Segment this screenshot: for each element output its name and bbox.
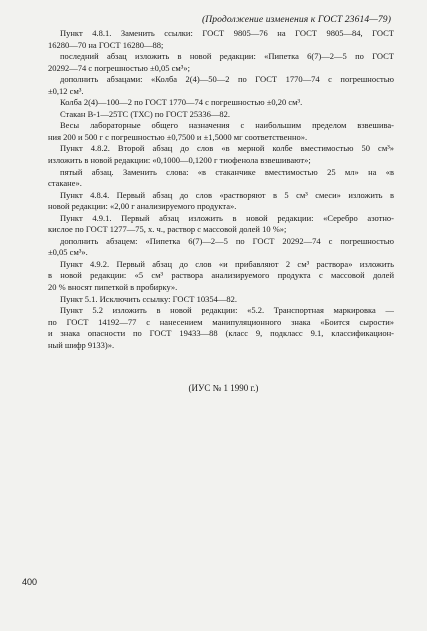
text-line: Пункт 5.1. Исключить ссылку: ГОСТ 10354—82.: [60, 293, 237, 304]
text-line: 20 % вносят пипеткой в пробирку».: [48, 282, 178, 293]
text-line: новой редакции: «2,00 г анализируемого продукта».: [48, 201, 237, 212]
text-line: Пункт 4.8.2. Второй абзац до слов «в мерной колбе вместимостью 50 см³»: [60, 143, 394, 154]
amendment-text: [48, 28, 394, 351]
text-line: Стакан В-1—25ТС (ТХС) по ГОСТ 25336—82.: [60, 108, 231, 119]
text-line: Пункт 4.8.4. Первый абзац до слов «растворяют в 5 см³ смеси» изложить в: [60, 189, 394, 200]
text-line: ния 200 и 500 г с погрешностью ±0,7500 и ±1,5000 мг соответственно».: [48, 131, 308, 142]
text-line: стакане».: [48, 178, 82, 189]
text-line: пятый абзац. Заменить слова: «в стаканчике вместимостью 25 мл» на «в: [60, 166, 394, 177]
running-header: (Продолжение изменения к ГОСТ 23614—79): [201, 14, 391, 25]
text-line: ±0,05 см³».: [48, 247, 88, 258]
text-line: последний абзац изложить в новой редакции: «Пипетка 6(7)—2—5 по ГОСТ: [60, 51, 394, 62]
text-line: в новой редакции: «5 см³ раствора анализируемого продукта с массовой долей: [48, 270, 394, 281]
text-line: 20292—74 с погрешностью ±0,05 см³»;: [48, 62, 190, 73]
text-line: Пункт 5.2 изложить в новой редакции: «5.2. Транспортная маркировка —: [60, 305, 394, 316]
text-line: дополнить абзацем: «Пипетка 6(7)—2—5 по ГОСТ 20292—74 с погрешностью: [60, 235, 394, 246]
text-line: изложить в новой редакции: «0,1000—0,1200 г тиофенола взвешивают»;: [48, 155, 311, 166]
text-line: Пункт 4.9.1. Первый абзац изложить в новой редакции: «Серебро азотно-: [60, 212, 394, 223]
publication-note: (ИУС № 1 1990 г.): [188, 383, 259, 393]
text-line: ±0,12 см³.: [48, 85, 84, 96]
text-line: ный шифр 9133)».: [48, 339, 115, 350]
text-line: Колба 2(4)—100—2 по ГОСТ 1770—74 с погрешностью ±0,20 см³.: [60, 97, 303, 108]
page-number: 400: [22, 577, 38, 587]
text-line: дополнить абзацами: «Колба 2(4)—50—2 по ГОСТ 1770—74 с погрешностью: [60, 74, 394, 85]
text-line: Весы лабораторные общего назначения с наибольшим пределом взвешива-: [60, 120, 394, 131]
text-line: и знака опасности по ГОСТ 19433—88 (класс 9, подкласс 9.1, классификацион-: [48, 328, 394, 339]
text-line: 16280—70 на ГОСТ 16280—88;: [48, 39, 164, 50]
text-line: Пункт 4.9.2. Первый абзац до слов «и прибавляют 2 см³ раствора» изложить: [60, 258, 394, 269]
text-line: Пункт 4.8.1. Заменить ссылки: ГОСТ 9805—76 на ГОСТ 9805—84, ГОСТ: [60, 28, 394, 38]
text-line: по ГОСТ 14192—77 с нанесением манипуляционного знака «Боится сырости»: [48, 316, 394, 327]
text-line: кислое по ГОСТ 1277—75, х. ч., раствор с массовой долей 10 %»;: [48, 224, 287, 235]
